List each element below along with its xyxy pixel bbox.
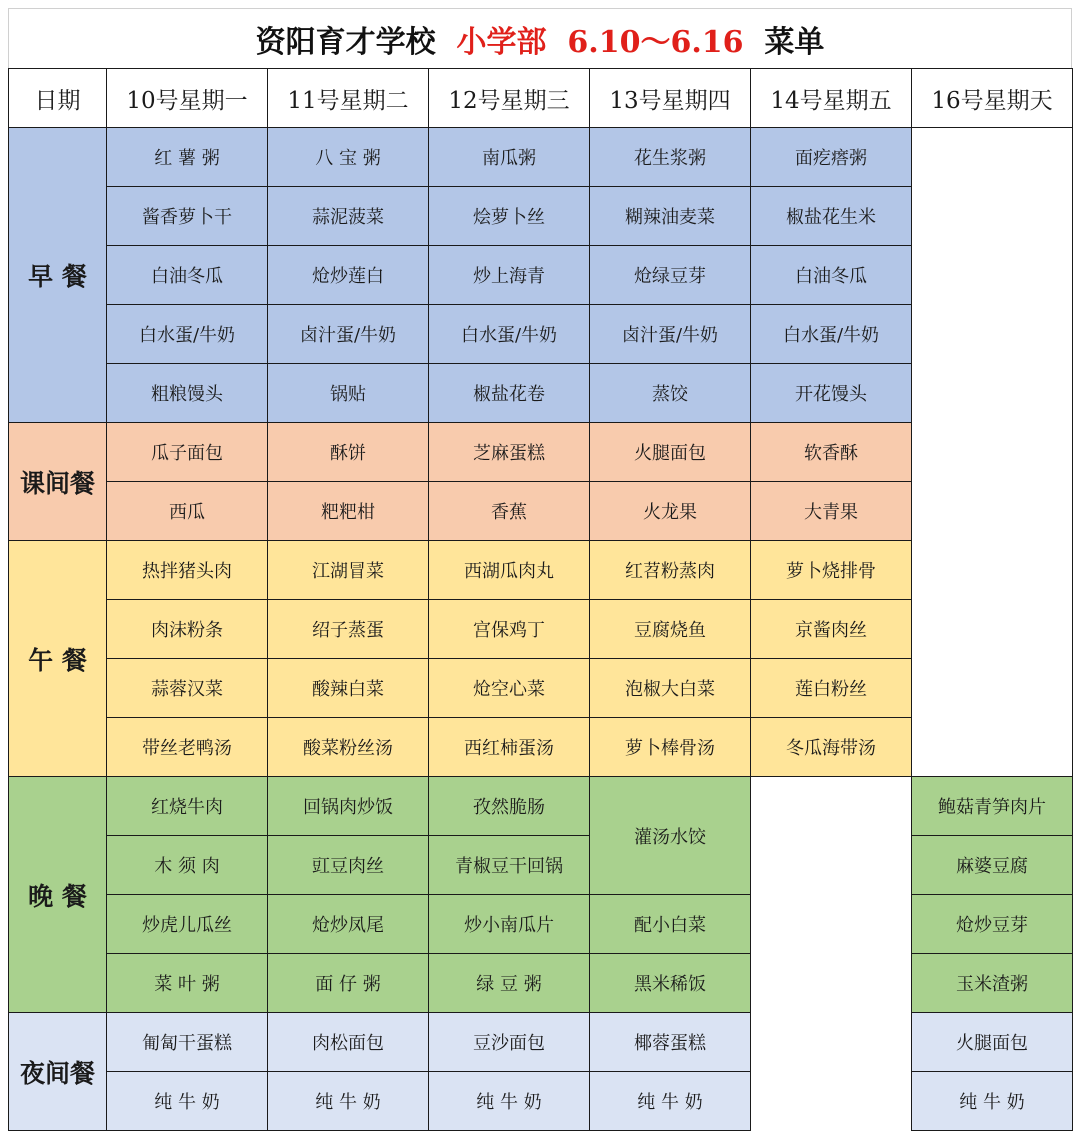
- menu-cell: 粗粮馒头: [107, 364, 268, 423]
- menu-cell: 红烧牛肉: [107, 777, 268, 836]
- menu-cell: 粑粑柑: [268, 482, 429, 541]
- menu-cell: 豆腐烧鱼: [590, 600, 751, 659]
- menu-cell: 炝炒凤尾: [268, 895, 429, 954]
- menu-cell: 大青果: [751, 482, 912, 541]
- menu-cell: 肉松面包: [268, 1013, 429, 1072]
- header-tue: 11号星期二: [268, 69, 429, 128]
- menu-cell: 炝空心菜: [429, 659, 590, 718]
- menu-cell: 酸辣白菜: [268, 659, 429, 718]
- menu-cell: 京酱肉丝: [751, 600, 912, 659]
- menu-cell: 回锅肉炒饭: [268, 777, 429, 836]
- menu-cell: 纯 牛 奶: [268, 1072, 429, 1131]
- menu-cell: 面疙瘩粥: [751, 128, 912, 187]
- menu-cell: 酱香萝卜干: [107, 187, 268, 246]
- menu-cell: 江湖冒菜: [268, 541, 429, 600]
- menu-cell: 热拌猪头肉: [107, 541, 268, 600]
- menu-cell: 炒上海青: [429, 246, 590, 305]
- header-wed: 12号星期三: [429, 69, 590, 128]
- menu-cell: 糊辣油麦菜: [590, 187, 751, 246]
- menu-cell: 蒸饺: [590, 364, 751, 423]
- menu-cell: 青椒豆干回锅: [429, 836, 590, 895]
- menu-cell: 烩萝卜丝: [429, 187, 590, 246]
- menu-cell: 灌汤水饺: [590, 777, 751, 895]
- menu-cell: 瓜子面包: [107, 423, 268, 482]
- menu-cell: 萝卜棒骨汤: [590, 718, 751, 777]
- menu-cell: 黑米稀饭: [590, 954, 751, 1013]
- menu-cell: 开花馒头: [751, 364, 912, 423]
- table-row: [9, 954, 1073, 1013]
- menu-cell: 白油冬瓜: [107, 246, 268, 305]
- menu-cell: 木 须 肉: [107, 836, 268, 895]
- menu-cell: 椰蓉蛋糕: [590, 1013, 751, 1072]
- menu-cell: 炒虎儿瓜丝: [107, 895, 268, 954]
- menu-cell: 芝麻蛋糕: [429, 423, 590, 482]
- menu-cell: 纯 牛 奶: [429, 1072, 590, 1131]
- menu-cell: 酥饼: [268, 423, 429, 482]
- menu-cell: 椒盐花卷: [429, 364, 590, 423]
- menu-cell: 孜然脆肠: [429, 777, 590, 836]
- menu-cell: 西瓜: [107, 482, 268, 541]
- menu-cell: 卤汁蛋/牛奶: [268, 305, 429, 364]
- table-row: [9, 1013, 1073, 1072]
- night-snack-label: 夜间餐: [9, 1013, 107, 1131]
- menu-cell: 西红柿蛋汤: [429, 718, 590, 777]
- menu-cell: 软香酥: [751, 423, 912, 482]
- header-row: [9, 69, 1073, 128]
- menu-cell: 白水蛋/牛奶: [751, 305, 912, 364]
- menu-cell: 炒小南瓜片: [429, 895, 590, 954]
- school-name: 资阳育才学校: [255, 24, 436, 60]
- date-range: 6.10～6.16: [567, 24, 744, 60]
- menu-cell: 萝卜烧排骨: [751, 541, 912, 600]
- menu-cell: 绿 豆 粥: [429, 954, 590, 1013]
- lunch-label: 午 餐: [9, 541, 107, 777]
- menu-cell: 纯 牛 奶: [107, 1072, 268, 1131]
- department-name: 小学部: [456, 24, 547, 60]
- menu-cell: 豆沙面包: [429, 1013, 590, 1072]
- menu-cell: 红 薯 粥: [107, 128, 268, 187]
- menu-cell: 冬瓜海带汤: [751, 718, 912, 777]
- menu-cell: 八 宝 粥: [268, 128, 429, 187]
- menu-cell: 菜 叶 粥: [107, 954, 268, 1013]
- menu-cell: 面 仔 粥: [268, 954, 429, 1013]
- menu-cell: 豇豆肉丝: [268, 836, 429, 895]
- header-thu: 13号星期四: [590, 69, 751, 128]
- menu-title: [8, 8, 1072, 68]
- table-row: [9, 1072, 1073, 1131]
- menu-cell: 西湖瓜肉丸: [429, 541, 590, 600]
- menu-cell: 白水蛋/牛奶: [429, 305, 590, 364]
- menu-cell: 香蕉: [429, 482, 590, 541]
- menu-cell: 锅贴: [268, 364, 429, 423]
- menu-cell: 花生浆粥: [590, 128, 751, 187]
- menu-cell: 玉米渣粥: [912, 954, 1073, 1013]
- menu-cell: 南瓜粥: [429, 128, 590, 187]
- menu-table: [8, 68, 1073, 1131]
- table-row: [9, 836, 1073, 895]
- menu-cell: 红苕粉蒸肉: [590, 541, 751, 600]
- menu-cell: 炝绿豆芽: [590, 246, 751, 305]
- menu-cell: 宫保鸡丁: [429, 600, 590, 659]
- menu-cell: 泡椒大白菜: [590, 659, 751, 718]
- menu-cell: 卤汁蛋/牛奶: [590, 305, 751, 364]
- menu-cell: 蒜泥菠菜: [268, 187, 429, 246]
- menu-cell: 酸菜粉丝汤: [268, 718, 429, 777]
- header-sun: 16号星期天: [912, 69, 1073, 128]
- menu-cell: 莲白粉丝: [751, 659, 912, 718]
- menu-cell: 火龙果: [590, 482, 751, 541]
- menu-cell: 肉沫粉条: [107, 600, 268, 659]
- header-fri: 14号星期五: [751, 69, 912, 128]
- table-row: [9, 895, 1073, 954]
- header-mon: 10号星期一: [107, 69, 268, 128]
- menu-cell: 纯 牛 奶: [590, 1072, 751, 1131]
- table-row: [9, 128, 1073, 187]
- menu-cell: 白油冬瓜: [751, 246, 912, 305]
- menu-cell: 纯 牛 奶: [912, 1072, 1073, 1131]
- menu-cell: 蒜蓉汉菜: [107, 659, 268, 718]
- menu-cell: 炝炒豆芽: [912, 895, 1073, 954]
- menu-cell: 炝炒莲白: [268, 246, 429, 305]
- menu-cell: 椒盐花生米: [751, 187, 912, 246]
- menu-cell: 配小白菜: [590, 895, 751, 954]
- menu-cell: 火腿面包: [912, 1013, 1073, 1072]
- header-date: 日期: [9, 69, 107, 128]
- menu-cell: 鲍菇青笋肉片: [912, 777, 1073, 836]
- dinner-label: 晚 餐: [9, 777, 107, 1013]
- menu-cell: 白水蛋/牛奶: [107, 305, 268, 364]
- menu-cell: 麻婆豆腐: [912, 836, 1073, 895]
- breakfast-label: 早 餐: [9, 128, 107, 423]
- sunday-blank-cell: [912, 128, 1073, 777]
- menu-label: 菜单: [764, 24, 825, 60]
- menu-cell: 带丝老鸭汤: [107, 718, 268, 777]
- snack-label: 课间餐: [9, 423, 107, 541]
- table-row: [9, 777, 1073, 836]
- friday-blank-cell: [751, 777, 912, 1131]
- menu-cell: 匍匐干蛋糕: [107, 1013, 268, 1072]
- menu-cell: 火腿面包: [590, 423, 751, 482]
- menu-cell: 绍子蒸蛋: [268, 600, 429, 659]
